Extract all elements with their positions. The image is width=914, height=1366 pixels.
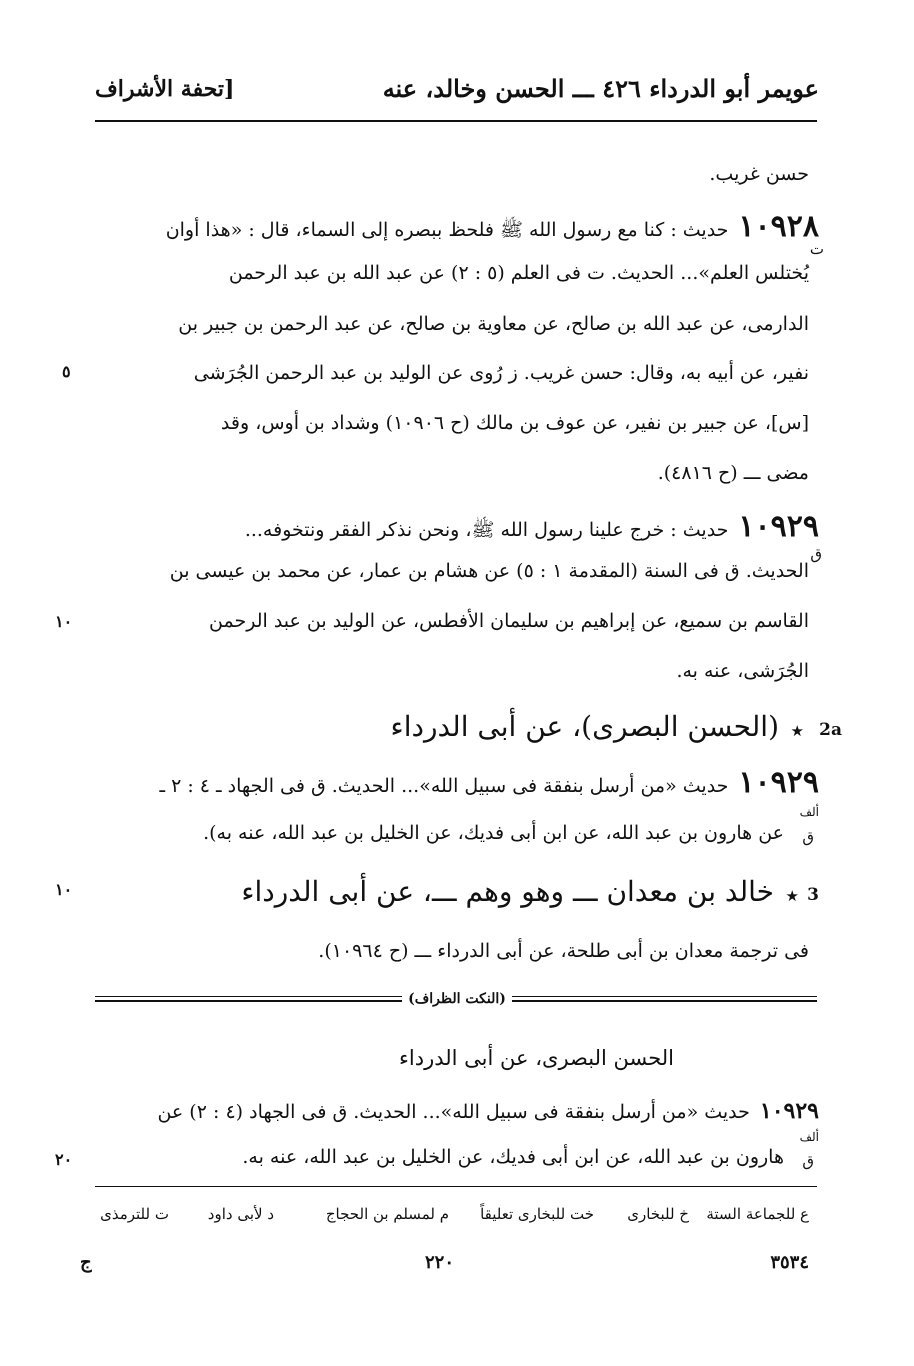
section-heading: خالد بن معدان ـــ وهو وهم ـــ، عن أبى الدرداء — [241, 875, 774, 908]
text-line: الدارمى، عن عبد الله بن صالح، عن معاوية بن صالح، عن عبد الرحمن بن جبير بن — [178, 313, 809, 335]
text-line: هارون بن عبد الله، عن ابن أبى فديك، عن الخليل بن عبد الله، عنه به. — [242, 1146, 784, 1168]
hadith-number: ١٠٩٢٨ — [738, 209, 819, 244]
side-letter: ألف — [799, 1130, 819, 1144]
footer-abbreviation: د لأبى داود — [207, 1205, 274, 1223]
section-marker: 2a — [819, 720, 842, 740]
hadith-number: ١٠٩٢٩ — [738, 765, 819, 800]
side-letter: ق — [802, 828, 814, 846]
footer-abbreviation: ت للترمذى — [100, 1205, 169, 1223]
text-line: حسن غريب. — [709, 163, 809, 185]
star-icon: ★ — [785, 887, 799, 905]
side-letter: ق — [810, 545, 822, 563]
margin-line-number: ١٠ — [55, 880, 73, 899]
side-letter: ق — [802, 1152, 814, 1170]
footer-code: ٣٥٣٤ — [770, 1252, 809, 1273]
text-line: مضى ـــ (ح ٤٨١٦). — [657, 462, 809, 484]
footer-volume: ج — [80, 1252, 92, 1273]
text-line: [س]، عن جبير بن نفير، عن عوف بن مالك (ح ١٠٩٠٦) وشداد بن أوس، وقد — [220, 412, 809, 434]
running-header-book: [تحفة الأشراف — [95, 76, 235, 102]
footer-abbreviation: خ للبخارى — [627, 1205, 689, 1223]
hadith-line — [244, 509, 819, 544]
star-icon: ★ — [790, 722, 804, 740]
text-line: عن هارون بن عبد الله، عن ابن أبى فديك، عن الخليل بن عبد الله، عنه به). — [203, 822, 784, 844]
text-line: حديث «من أرسل بنفقة فى سبيل الله»... الحديث. ق فى الجهاد ـ ٤ : ٢ ـ — [159, 775, 729, 797]
hadith-line — [157, 1100, 819, 1122]
text-line: الحديث. ق فى السنة (المقدمة ١ : ٥) عن هشام بن عمار، عن محمد بن عيسى بن — [169, 560, 809, 582]
hadith-line — [159, 765, 819, 800]
text-line: حديث «من أرسل بنفقة فى سبيل الله»... الحديث. ق فى الجهاد (٤ : ٢) عن — [157, 1101, 750, 1123]
hadith-number: ١٠٩٢٩ — [738, 509, 819, 544]
margin-line-number: ١٠ — [55, 612, 73, 631]
text-line: حديث : كنا مع رسول الله ﷺ فلحظ ببصره إلى السماء، قال : «هذا أوان — [165, 219, 729, 241]
text-line: حديث : خرج علينا رسول الله ﷺ، ونحن نذكر الفقر ونتخوفه... — [244, 519, 729, 541]
text-line: نفير، عن أبيه به، وقال: حسن غريب. ز رُوى عن الوليد بن عبد الرحمن الجُرَشى — [193, 362, 809, 384]
footer-abbreviation: خت للبخارى تعليقاً — [480, 1205, 594, 1223]
hadith-number: ١٠٩٢٩ — [759, 1098, 819, 1124]
side-letter: ت — [809, 240, 824, 258]
text-line: يُختلس العلم»... الحديث. ت فى العلم (٥ : ٢) عن عبد الله بن عبد الرحمن — [228, 262, 809, 284]
running-header-title: عويمر أبو الدرداء ٤٢٦ ـــ الحسن وخالد، عنه — [382, 74, 819, 103]
page-number: ٢٢٠ — [425, 1252, 455, 1273]
text-line: الجُرَشى، عنه به. — [676, 660, 809, 682]
side-letter: ألف — [799, 805, 819, 819]
margin-line-number: ٢٠ — [55, 1150, 73, 1169]
footer-rule — [95, 1186, 817, 1187]
header-rule — [95, 120, 817, 122]
section-marker: 3 — [807, 885, 819, 905]
footer-abbreviation: ع للجماعة الستة — [706, 1205, 809, 1223]
section-heading: (الحسن البصرى)، عن أبى الدرداء — [390, 710, 779, 743]
text-line: فى ترجمة معدان بن أبى طلحة، عن أبى الدرداء ـــ (ح ١٠٩٦٤). — [318, 940, 809, 962]
footer-abbreviation: م لمسلم بن الحجاج — [325, 1205, 449, 1223]
text-line: القاسم بن سميع، عن إبراهيم بن سليمان الأفطس، عن الوليد بن عبد الرحمن — [209, 610, 809, 632]
hadith-line — [165, 209, 819, 244]
banner — [0, 988, 914, 1007]
margin-line-number: ٥ — [62, 362, 71, 381]
banner-label: (النكت الظراف) — [402, 991, 512, 1007]
nukat-heading: الحسن البصرى، عن أبى الدرداء — [399, 1046, 674, 1070]
